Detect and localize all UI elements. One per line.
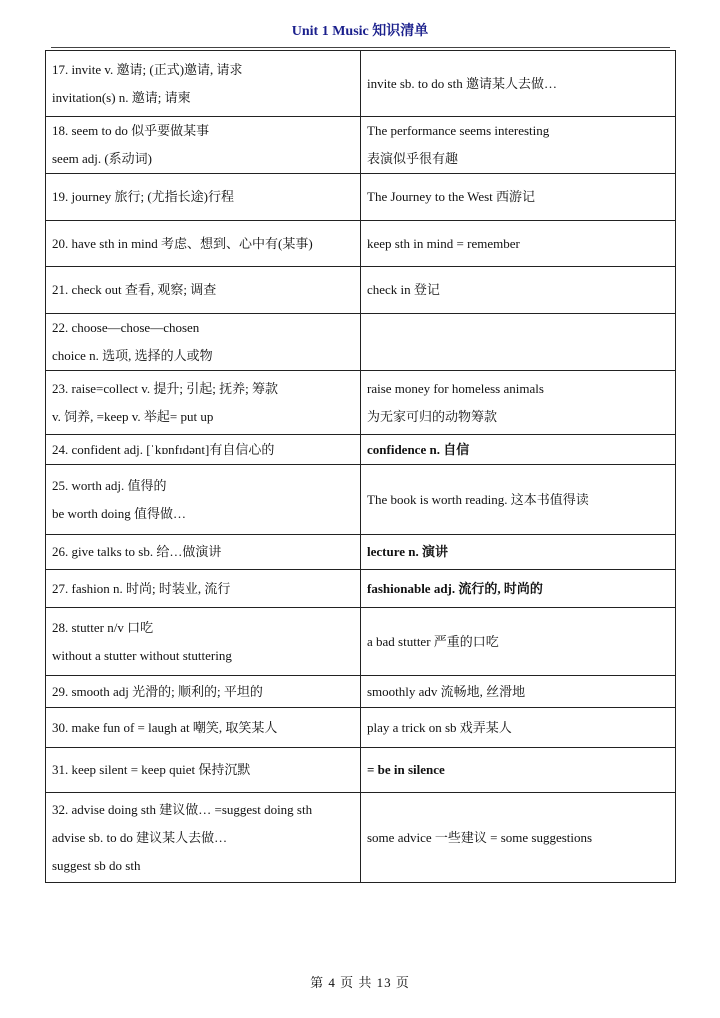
example-cell: [361, 267, 676, 314]
example-line: 为无家可归的动物筹款: [367, 408, 498, 424]
table-row: [46, 535, 676, 570]
table-row: [46, 793, 676, 883]
table-row: [46, 314, 676, 371]
example-cell: [361, 371, 676, 435]
example-cell: [361, 174, 676, 221]
term-cell: [46, 793, 361, 883]
header-divider: [51, 47, 670, 48]
table-row: [46, 435, 676, 465]
example-line: confidence n. 自信: [367, 441, 470, 457]
example-cell: [361, 570, 676, 608]
term-line: 19. journey 旅行; (尤指长途)行程: [52, 189, 234, 204]
term-line: 23. raise=collect v. 提升; 引起; 抚养; 筹款: [52, 380, 279, 396]
term-line: without a stutter without stuttering: [52, 647, 232, 663]
example-line: The book is worth reading. 这本书值得读: [367, 491, 589, 507]
example-cell: [361, 465, 676, 535]
example-line: The performance seems interesting: [367, 123, 550, 138]
example-cell: [361, 608, 676, 676]
term-line: 20. have sth in mind 考虑、想到、心中有(某事): [52, 235, 313, 251]
term-cell: [46, 371, 361, 435]
table-row: [46, 117, 676, 174]
term-line: 18. seem to do 似乎要做某事: [52, 123, 210, 138]
page-number: 第 4 页 共 13 页: [310, 975, 410, 990]
table-row: [46, 174, 676, 221]
term-cell: [46, 465, 361, 535]
example-line: 表演似乎很有趣: [367, 151, 459, 166]
term-line: 27. fashion n. 时尚; 时装业, 流行: [52, 580, 231, 596]
example-line: smoothly adv 流畅地, 丝滑地: [367, 683, 526, 699]
example-cell: [361, 435, 676, 465]
table-row: [46, 221, 676, 267]
example-line: invite sb. to do sth 邀请某人去做…: [367, 75, 557, 91]
example-cell: [361, 535, 676, 570]
term-line: v. 饲养, =keep v. 举起= put up: [52, 408, 214, 424]
example-cell: [361, 793, 676, 883]
example-line: fashionable adj. 流行的, 时尚的: [367, 580, 543, 596]
term-line: choice n. 选项, 选择的人或物: [52, 348, 213, 363]
term-line: 32. advise doing sth 建议做… =suggest doing sth: [52, 801, 313, 817]
example-cell: [361, 748, 676, 793]
term-line: suggest sb do sth: [52, 857, 141, 873]
term-line: invitation(s) n. 邀请; 请柬: [52, 89, 191, 105]
term-line: 29. smooth adj 光滑的; 顺利的; 平坦的: [52, 683, 263, 699]
term-cell: [46, 535, 361, 570]
table-row: [46, 371, 676, 435]
term-line: 21. check out 查看, 观察; 调查: [52, 282, 217, 297]
term-cell: [46, 748, 361, 793]
table-row: [46, 608, 676, 676]
example-cell: [361, 51, 676, 117]
term-cell: [46, 314, 361, 371]
term-line: advise sb. to do 建议某人去做…: [52, 829, 228, 845]
term-cell: [46, 676, 361, 708]
term-cell: [46, 267, 361, 314]
term-line: 17. invite v. 邀请; (正式)邀请, 请求: [52, 61, 243, 77]
table-row: [46, 708, 676, 748]
page-header-title: Unit 1 Music 知识清单: [291, 24, 429, 39]
term-line: 24. confident adj. [ˈkɒnfɪdənt]有自信心的: [52, 441, 275, 457]
example-line: keep sth in mind = remember: [367, 235, 520, 251]
example-cell: [361, 221, 676, 267]
term-cell: [46, 221, 361, 267]
table-row: [46, 465, 676, 535]
term-cell: [46, 608, 361, 676]
term-cell: [46, 570, 361, 608]
example-line: lecture n. 演讲: [367, 544, 448, 559]
term-cell: [46, 51, 361, 117]
example-cell: [361, 117, 676, 174]
example-line: = be in silence: [367, 762, 445, 777]
example-line: The Journey to the West 西游记: [367, 189, 536, 204]
term-line: 26. give talks to sb. 给…做演讲: [52, 544, 222, 559]
example-line: a bad stutter 严重的口吃: [367, 633, 499, 649]
term-cell: [46, 117, 361, 174]
example-line: raise money for homeless animals: [367, 380, 544, 396]
term-line: 25. worth adj. 值得的: [52, 477, 167, 493]
term-line: 31. keep silent = keep quiet 保持沉默: [52, 762, 251, 777]
example-cell: [361, 708, 676, 748]
table-row: [46, 748, 676, 793]
example-cell: [361, 676, 676, 708]
term-line: 30. make fun of = laugh at 嘲笑, 取笑某人: [52, 719, 278, 735]
vocabulary-table: [45, 50, 676, 883]
term-cell: [46, 708, 361, 748]
term-cell: [46, 435, 361, 465]
vocabulary-table-body: [46, 51, 676, 883]
term-line: 22. choose—chose—chosen: [52, 320, 200, 335]
example-line: play a trick on sb 戏弄某人: [367, 719, 512, 735]
table-row: [46, 570, 676, 608]
example-cell: [361, 314, 676, 371]
term-line: seem adj. (系动词): [52, 151, 153, 166]
table-row: [46, 676, 676, 708]
example-line: check in 登记: [367, 282, 440, 297]
table-row: [46, 51, 676, 117]
term-cell: [46, 174, 361, 221]
term-line: 28. stutter n/v 口吃: [52, 619, 154, 635]
table-row: [46, 267, 676, 314]
term-line: be worth doing 值得做…: [52, 505, 186, 521]
example-line: some advice 一些建议 = some suggestions: [367, 829, 593, 845]
